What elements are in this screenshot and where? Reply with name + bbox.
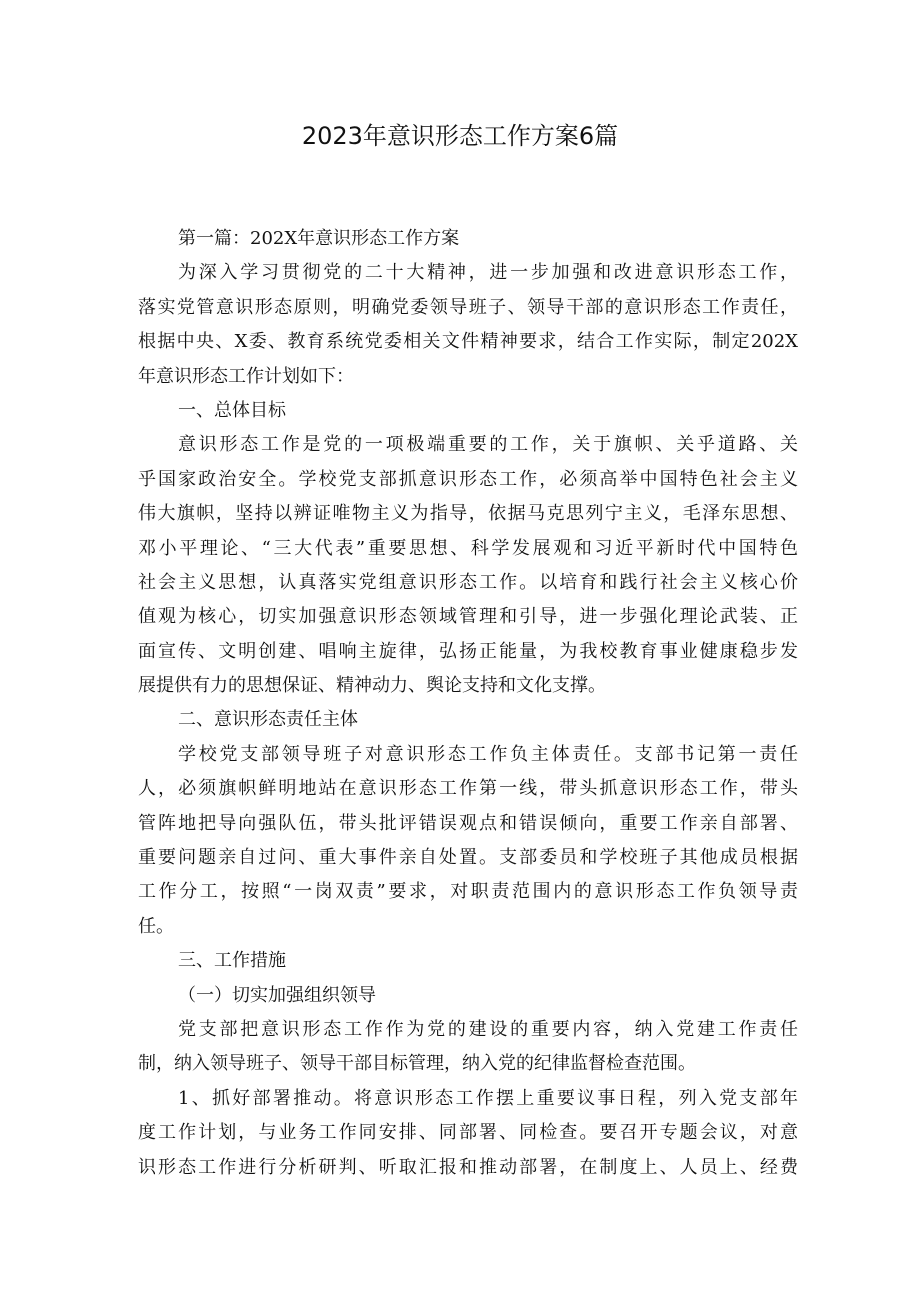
text-line: 学校党支部领导班子对意识形态工作负主体责任。支部书记第一责任 (178, 743, 798, 765)
text-line: 党支部把意识形态工作作为党的建设的重要内容，纳入党建工作责任 (178, 1018, 798, 1040)
text-line: 任。 (138, 915, 174, 937)
text-line: 年意识形态工作计划如下： (138, 365, 354, 387)
text-line: （一）切实加强组织领导 (178, 984, 376, 1006)
text-line: 重要问题亲自过问、重大事件亲自处置。支部委员和学校班子其他成员根据 (138, 847, 798, 869)
text-line: 识形态工作进行分析研判、听取汇报和推动部署，在制度上、人员上、经费 (138, 1156, 798, 1178)
text-line: 制，纳入领导班子、领导干部目标管理，纳入党的纪律监督检查范围。 (138, 1053, 696, 1075)
text-line: 社会主义思想，认真落实党组意识形态工作。以培育和践行社会主义核心价 (138, 571, 798, 593)
text-line: 乎国家政治安全。学校党支部抓意识形态工作，必须高举中国特色社会主义 (138, 468, 798, 490)
text-line: 落实党管意识形态原则，明确党委领导班子、领导干部的意识形态工作责任， (138, 296, 798, 318)
text-line: 一、总体目标 (178, 399, 286, 421)
text-line: 第一篇：202X年意识形态工作方案 (178, 228, 460, 249)
text-line: 人，必须旗帜鲜明地站在意识形态工作第一线，带头抓意识形态工作，带头 (138, 778, 798, 800)
text-line: 三、工作措施 (178, 950, 286, 972)
text-line: 值观为核心，切实加强意识形态领域管理和引导，进一步强化理论武装、正 (138, 606, 798, 628)
document-body (138, 222, 798, 1185)
text-line: 管阵地把导向强队伍，带头批评错误观点和错误倾向，重要工作亲自部署、 (138, 812, 798, 834)
text-line: 邓小平理论、“三大代表”重要思想、科学发展观和习近平新时代中国特色 (138, 537, 798, 559)
text-line: 度工作计划，与业务工作同安排、同部署、同检查。要召开专题会议，对意 (138, 1122, 798, 1144)
text-line: 展提供有力的思想保证、精神动力、舆论支持和文化支撑。 (138, 675, 606, 697)
text-line: 根据中央、X委、教育系统党委相关文件精神要求，结合工作实际，制定202X (138, 331, 798, 353)
text-line: 面宣传、文明创建、唱响主旋律，弘扬正能量，为我校教育事业健康稳步发 (138, 640, 798, 662)
text-line: 工作分工，按照“一岗双责”要求，对职责范围内的意识形态工作负领导责 (138, 881, 798, 903)
text-line: 意识形态工作是党的一项极端重要的工作，关于旗帜、关乎道路、关 (178, 434, 798, 456)
text-line: 二、意识形态责任主体 (178, 709, 358, 731)
document-title: 2023年意识形态工作方案6篇 (301, 122, 619, 150)
text-line: 1、抓好部署推动。将意识形态工作摆上重要议事日程，列入党支部年 (178, 1087, 798, 1109)
text-line: 为深入学习贯彻党的二十大精神，进一步加强和改进意识形态工作， (178, 262, 798, 284)
text-line: 伟大旗帜，坚持以辨证唯物主义为指导，依据马克思列宁主义，毛泽东思想、 (138, 503, 798, 525)
